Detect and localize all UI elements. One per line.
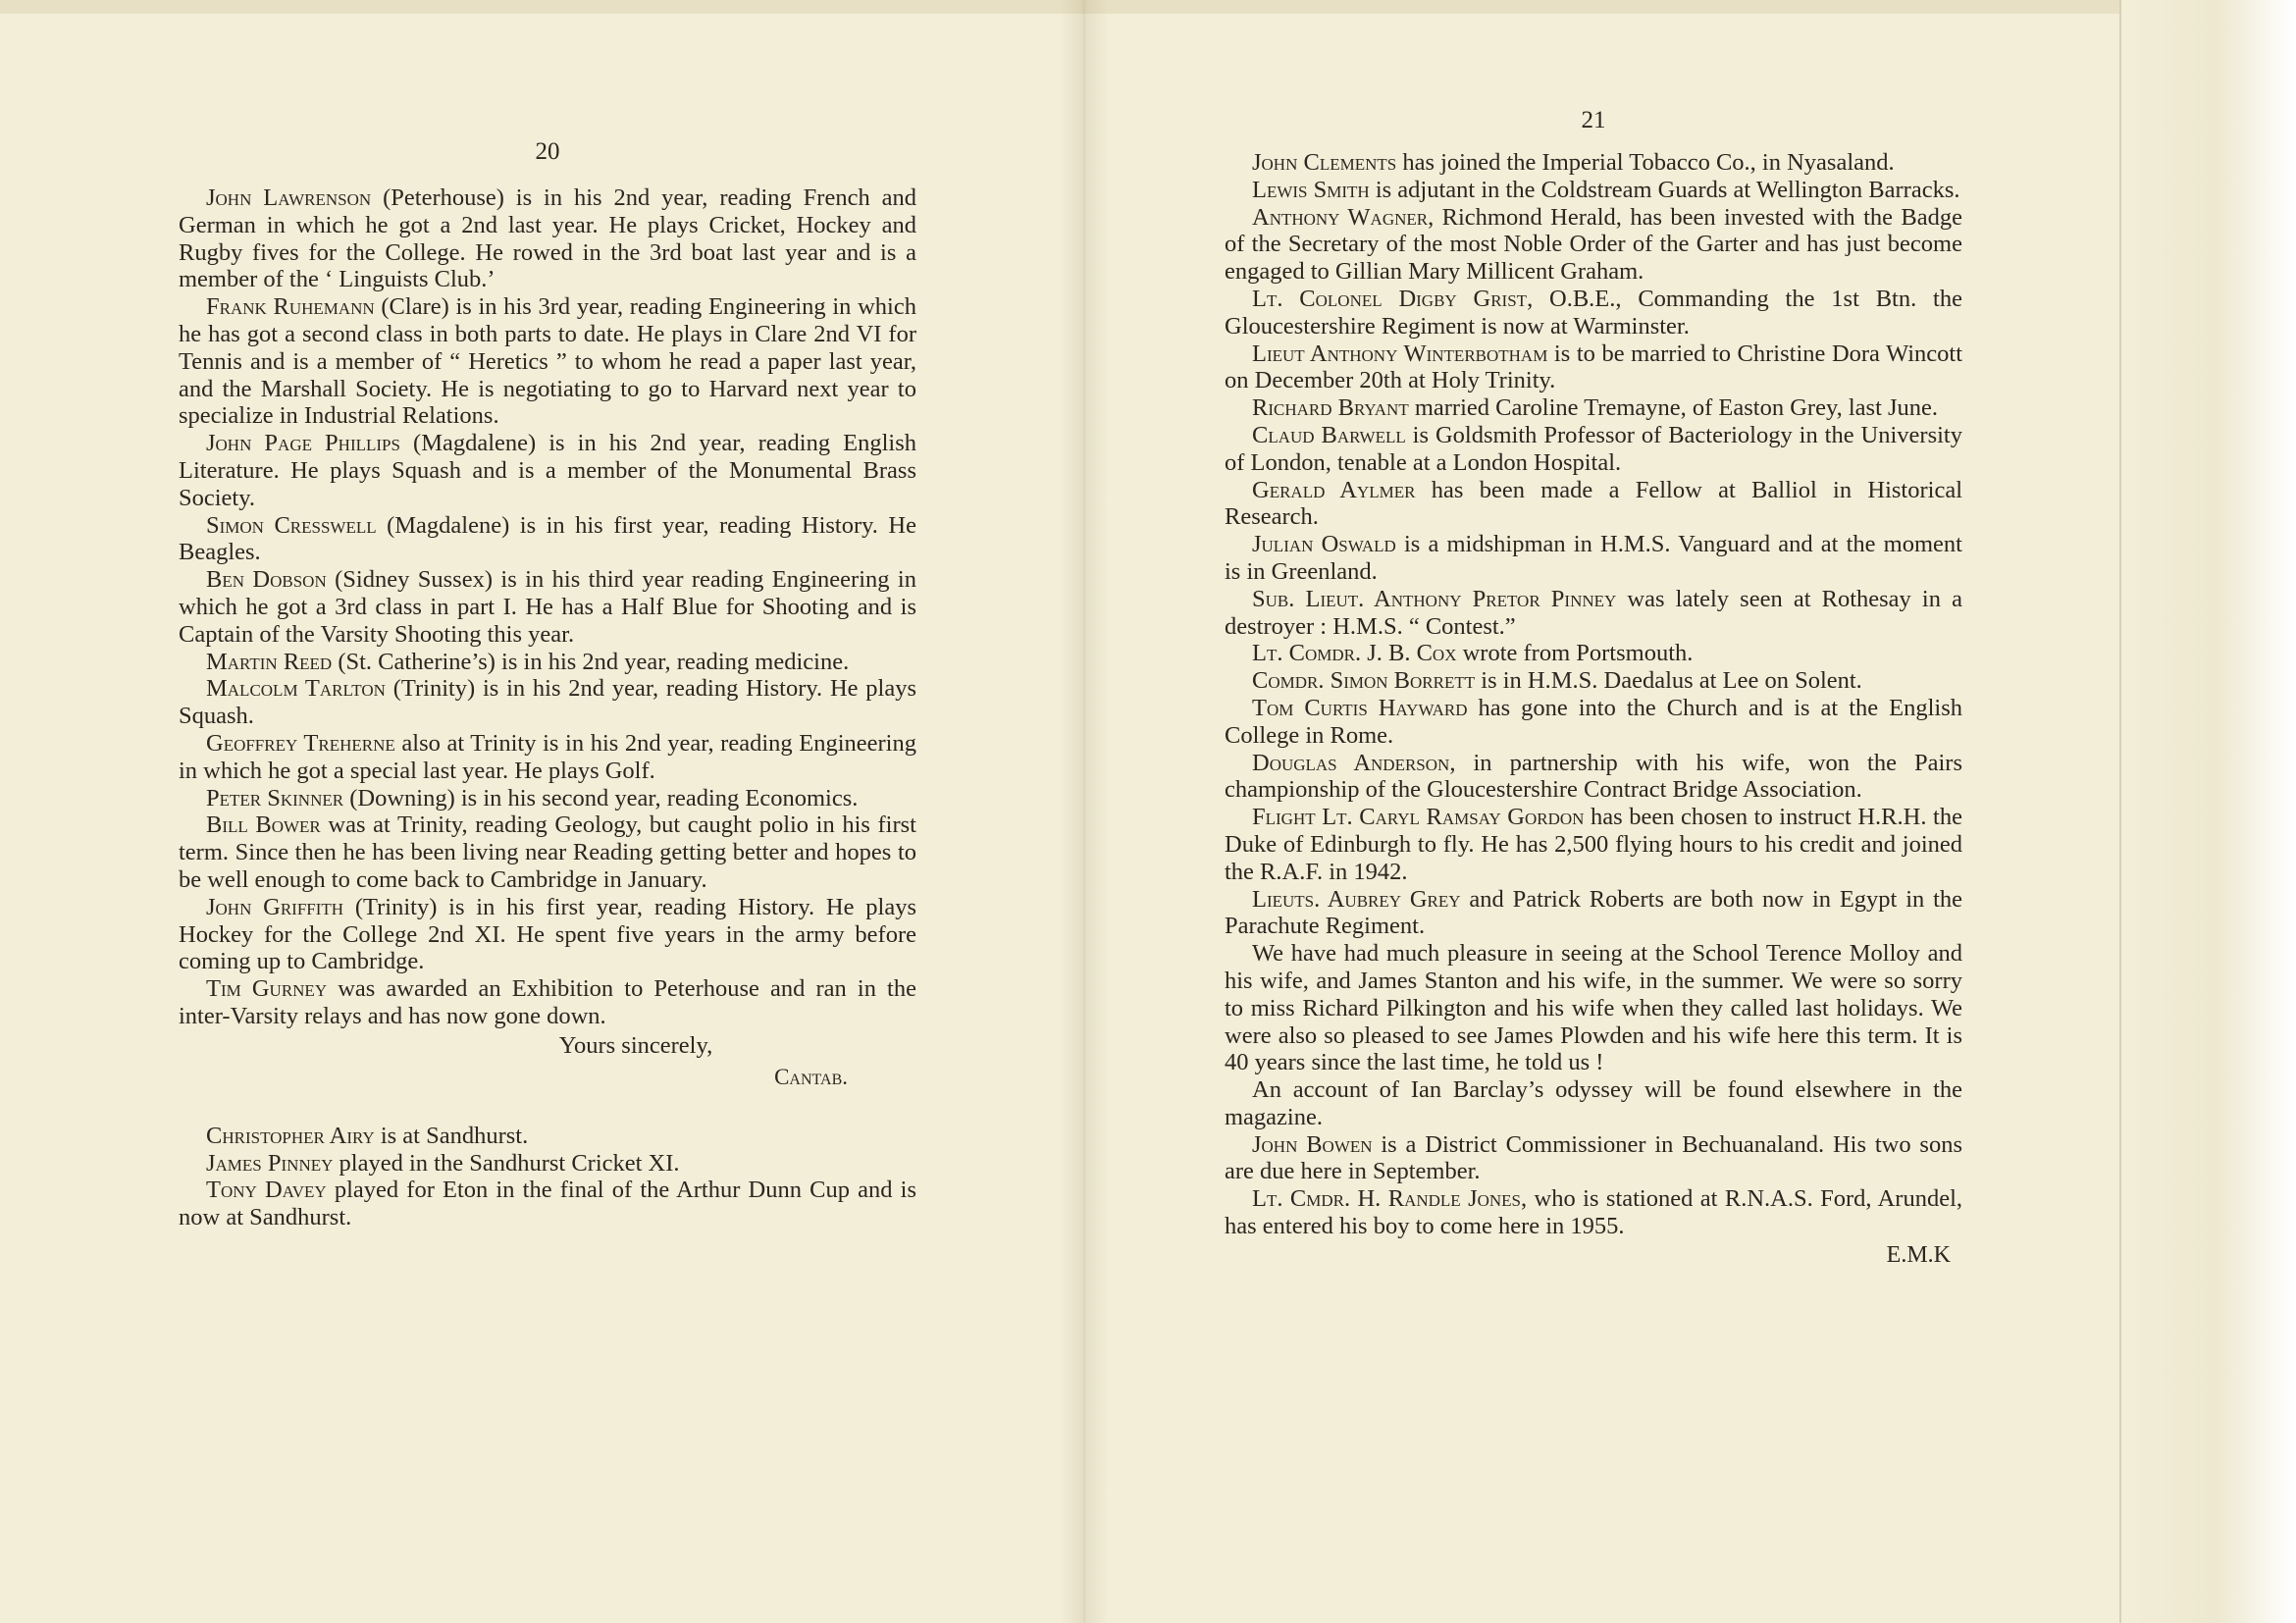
entry-text: married Caroline Tremayne, of Easton Grey, last June. [1408,394,1939,422]
entry-text: played in the Sandhurst Cricket XI. [333,1149,680,1177]
entry-text: is a District Commissioner in Bechuanaland. His two sons are due here in September. [1225,1130,1962,1185]
entry [1225,531,1962,586]
entry [1225,340,1962,395]
entry-name: James Pinney [206,1149,334,1177]
page-edge [2119,0,2296,1623]
entry-text: wrote from Portsmouth. [1456,640,1694,667]
entry [179,512,916,567]
letter-closing: Yours sincerely, [558,1031,713,1059]
entry-text: (Magdalene) is in his first year, reading History. He Beagles. [179,511,916,566]
entry [1225,1076,1962,1131]
entry [1225,750,1962,805]
entry-text: is at Sandhurst. [374,1122,529,1149]
left-entries [179,184,916,1030]
entry [1225,667,1962,695]
entry-name: Lt. Cmdr. H. Randle Jones [1252,1185,1522,1213]
entry [1225,586,1962,641]
entry-name: Ben Dobson [206,566,327,594]
entry-text: , who is stationed at R.N.A.S. Ford, Arundel, has entered his boy to come here in 1955. [1225,1185,1963,1240]
entry [1225,177,1962,204]
entry [179,293,916,430]
entry [179,975,916,1030]
entry-text: (Magdalene) is in his 2nd year, reading English Literature. He plays Squash and is a member of the Monumental Brass Society. [179,430,916,511]
entry-name: Lieuts. Aubrey Grey [1252,885,1461,913]
entry [179,812,916,893]
page-number: 20 [535,138,560,165]
note [179,1177,916,1231]
entry-text: (Trinity) is in his first year, reading History. He plays Hockey for the College 2nd XI. He spent five years in the army before coming up to Cambridge. [179,893,916,975]
entry-name: John Lawrenson [206,184,372,211]
entry-text: is in H.M.S. Daedalus at Lee on Solent. [1475,667,1862,695]
entry-text: also at Trinity is in his 2nd year, reading Engineering in which he got a special last year. He plays Golf. [179,729,916,784]
entry-name: Anthony Wagner [1252,203,1429,231]
entry-text: was awarded an Exhibition to Peterhouse and ran in the inter-Varsity relays and has now gone down. [179,975,916,1029]
right-entries [1225,149,1962,1240]
entry-name: Geoffrey Treherne [206,729,395,757]
entry-text: , O.B.E., Commanding the 1st Btn. the Gloucestershire Regiment is now at Warminster. [1225,285,1962,340]
entry-name: Tony Davey [206,1177,327,1204]
entry-name: Lt. Colonel Digby Grist [1252,285,1528,312]
entry-name: Richard Bryant [1252,394,1409,422]
book-gutter [1060,0,1109,1623]
entry-text: , Richmond Herald, has been invested with the Badge of the Secretary of the most Noble Order of the Garter and has just become engaged to Gillian Mary Millicent Graham. [1225,203,1962,286]
entry-text: (Clare) is in his 3rd year, reading Engineering in which he has got a second class in both parts to date. He plays in Clare 2nd VI for Tennis and is a member of “ Heretics ” to whom he read a paper last year, and the Marshall Society. He is negotiating to go to Harvard next year to specialize in Industrial Relations. [179,293,916,430]
entry-name: Julian Oswald [1252,531,1396,558]
note [179,1123,916,1150]
entry [179,184,916,293]
entry [179,785,916,812]
entry [1225,1185,1962,1240]
entry-name: Peter Skinner [206,784,344,812]
entry-name: Christopher Airy [206,1122,375,1149]
entry [179,894,916,975]
right-page [1225,106,1962,1270]
entry-name: Frank Ruhemann [206,293,375,321]
entry-name: Lieut Anthony Winterbotham [1252,340,1548,367]
entry-name: Claud Barwell [1252,421,1406,448]
entry-name: Lt. Comdr. J. B. Cox [1252,640,1457,667]
entry-name: Douglas Anderson [1252,749,1450,776]
entry-name: Bill Bower [206,812,321,839]
entry-text: An account of Ian Barclay’s odyssey will be found elsewhere in the magazine. [1225,1076,1962,1130]
entry-text: has been made a Fellow at Balliol in Historical Research. [1225,476,1962,531]
entry-text: played for Eton in the final of the Arthur Dunn Cup and is now at Sandhurst. [179,1177,916,1231]
entry-name: Tom Curtis Hayward [1252,694,1468,721]
entry-name: Lewis Smith [1252,176,1370,203]
entry-name: Simon Cresswell [206,511,377,539]
entry-text: was lately seen at Rothesay in a destroyer : H.M.S. “ Contest.” [1225,585,1962,640]
entry-name: Tim Gurney [206,975,328,1003]
entry-name: Malcolm Tarlton [206,675,386,703]
entry-text: (Sidney Sussex) is in his third year reading Engineering in which he got a 3rd class in part I. He has a Half Blue for Shooting and is Captain of the Varsity Shooting this year. [179,566,916,648]
entry-text: (Trinity) is in his 2nd year, reading History. He plays Squash. [179,675,917,730]
entry [1225,477,1962,532]
entry [1225,886,1962,941]
signoff-initials: E.M.K [1886,1241,1951,1268]
entry-text: was at Trinity, reading Geology, but caught polio in his first term. Since then he has been living near Reading getting better and hopes to be well enough to come back to Cambridge in January. [179,812,916,893]
entry [1225,695,1962,750]
entry [179,649,916,676]
left-notes [179,1123,916,1231]
note [179,1150,916,1178]
entry-name: Sub. Lieut. Anthony Pretor Pinney [1252,585,1617,612]
entry-name: Comdr. Simon Borrett [1252,667,1476,695]
entry-name: Martin Reed [206,648,333,675]
entry [1225,149,1962,177]
entry-name: John Griffith [206,893,344,920]
entry-text: is Goldsmith Professor of Bacteriology in the University of London, tenable at a London Hospital. [1225,421,1962,476]
entry-text: (Downing) is in his second year, reading Economics. [343,784,859,812]
entry-name: John Bowen [1252,1130,1373,1158]
page-number: 21 [1581,107,1606,133]
entry-text: has joined the Imperial Tobacco Co., in Nyasaland. [1396,149,1895,176]
entry [1225,1131,1962,1186]
entry-name: John Clements [1252,149,1397,176]
left-page [179,137,916,1231]
entry [179,730,916,785]
top-edge-shadow [0,0,2257,14]
entry-name: John Page Phillips [206,430,400,457]
entry-text: has been chosen to instruct H.R.H. the Duke of Edinburgh to fly. He has 2,500 flying hours to his credit and joined the R.A.F. in 1942. [1225,804,1962,885]
entry-text: is to be married to Christine Dora Wincott on December 20th at Holy Trinity. [1225,340,1963,394]
entry [1225,804,1962,885]
entry-name: Gerald Aylmer [1252,476,1416,503]
entry-text: (Peterhouse) is in his 2nd year, reading French and German in which he got a 2nd last year. He plays Cricket, Hockey and Rugby fives for the College. He rowed in the 3rd boat last year and is a member of the ‘ Linguists Club.’ [179,184,916,293]
entry [179,430,916,511]
entry-text: , in partnership with his wife, won the Pairs championship of the Gloucestershire Contract Bridge Association. [1225,749,1962,804]
entry-text: We have had much pleasure in seeing at the School Terence Molloy and his wife, and James Stanton and his wife, in the summer. We were so sorry to miss Richard Pilkington and his wife when they called last holidays. We were also so pleased to see James Plowden and his wife here this term. It is 40 years since the last time, he told us ! [1225,940,1962,1076]
entry-text: has gone into the Church and is at the English College in Rome. [1225,694,1962,749]
entry-text: (St. Catherine’s) is in his 2nd year, reading medicine. [332,648,850,675]
entry [1225,394,1962,422]
letter-signature: Cantab. [774,1064,848,1089]
entry [1225,940,1962,1076]
entry [179,675,916,730]
entry [179,566,916,648]
entry-text: is a midshipman in H.M.S. Vanguard and at the moment is in Greenland. [1225,531,1962,585]
entry-text: and Patrick Roberts are both now in Egypt in the Parachute Regiment. [1225,885,1963,940]
entry [1225,204,1962,286]
entry [1225,640,1962,667]
entry-name: Flight Lt. Caryl Ramsay Gordon [1252,804,1585,831]
entry-text: is adjutant in the Coldstream Guards at Wellington Barracks. [1369,176,1960,203]
entry [1225,286,1962,340]
entry [1225,422,1962,477]
